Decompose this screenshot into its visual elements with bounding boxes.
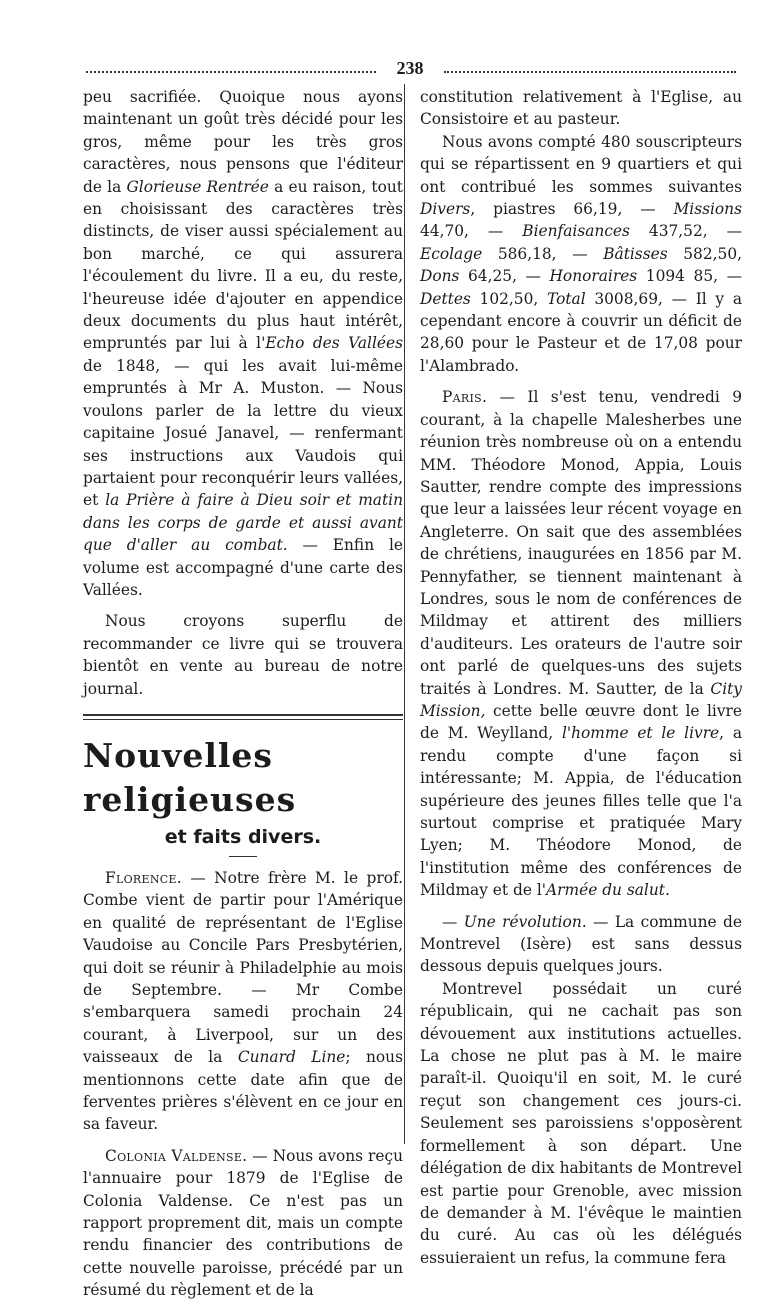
book-review-paragraph: [83, 86, 403, 601]
category-label: Dettes: [420, 289, 471, 308]
text-run: — Notre frère M. le prof. Combe vient de partir pour l'Amérique en qualité de représentant de l'Eglise Vaudoise au Concile Pars Presbytérien, qui doit se réunir à Philadelphie au mois de Septembre. — Mr Combe s'embarquera samedi prochain 24 courant, à Liverpool, sur un des vaisseaux de la: [83, 868, 403, 1067]
category-label: Bienfaisances: [522, 222, 630, 241]
text-run: , a rendu compte d'une façon si intéressante; M. Appia, de l'éducation supérieure des jeunes filles telle que l'a surtout comprise et pratiquée Mary Lyen; M. Théodore Monod, de l'institution même des conférences de Mildmay et de l': [420, 724, 742, 900]
recommendation-paragraph: Nous croyons superflu de recommander ce livre qui se trouvera bientôt en vente au bureau de notre journal.: [83, 612, 403, 698]
text-run: — La commune de Montrevel (Isère) est sans dessus dessous depuis quelques jours.: [420, 912, 743, 976]
book-title: l'homme et le livre: [561, 724, 720, 743]
dateline-label: Colonia Valdense.: [105, 1146, 248, 1165]
journal-title: Echo des Vallées: [265, 334, 403, 353]
paris-paragraph: [420, 386, 742, 901]
category-label: Honoraires: [549, 267, 638, 286]
text-run: — Il s'est tenu, vendredi 9 courant, à la chapelle Malesherbes une réunion très nombreuse où on a entendu MM. Théodore Monod, Appia, Louis Sautter, rendre compte des impressions que leur a laissées leur récent voyage en Angleterre. On sait que des assemblées de chrétiens, inaugurées en 1856 par M. Pennyfather, se tiennent maintenant à Londres, sous le nom de conférences de Mildmay et attirent des milliers d'auditeurs. Les orateurs de l'autre soir ont parlé de quelques-uns des sujets traités à Londres. M. Sautter, de la: [420, 388, 742, 698]
text-run: peu sacrifiée. Quoique nous ayons maintenant un goût très décidé pour les gros, même pour les très gros caractères, nous pensons que l'éditeur de la: [83, 88, 403, 196]
category-label: Missions: [673, 200, 742, 219]
text-run: 586,18, —: [482, 244, 604, 263]
text-run: — Enfin le volume est accompagné d'une carte des Vallées.: [83, 536, 403, 599]
text-run: 1094 85, —: [637, 267, 742, 286]
revolution-paragraph: [420, 911, 742, 978]
left-column: [83, 86, 403, 1302]
heading-dash: [229, 856, 257, 857]
text-run: a eu raison, tout en choisissant des caractères très distincts, de viser aussi spécialement au bon marché, ce qui assurera l'écoulement du livre. Il a eu, du reste, l'heureuse idée d'ajouter en appendice deux documents du plus haut intérêt, empruntés par lui à l': [83, 177, 403, 353]
constitution-paragraph: constitution relativement à l'Eglise, au Consistoire et au pasteur.: [420, 88, 742, 129]
subscribers-paragraph: [420, 131, 742, 377]
text-run: , piastres 66,19, —: [470, 200, 674, 219]
text-run: Nous avons compté 480 souscripteurs qui se répartissent en 9 quartiers et qui ont contribué les sommes suivantes: [420, 132, 742, 196]
text-run: 64,25, —: [459, 267, 550, 286]
text-run: 44,70, —: [420, 222, 523, 241]
dateline-label: — Une révolution.: [442, 912, 587, 931]
text-run: cette belle œuvre dont le livre de M. Weylland,: [420, 701, 742, 743]
dateline-label: Paris.: [442, 388, 488, 407]
florence-paragraph: [83, 867, 403, 1136]
colonia-paragraph: [83, 1145, 403, 1302]
category-label: Divers: [420, 200, 471, 219]
montrevel-paragraph: Montrevel possédait un curé républicain, qui ne cachait pas son dévouement aux institutions actuelles. La chose ne plut pas à M. le maire paraît-il. Quoiqu'il en soit, M. le curé reçut son changement ces jours-ci. Seulement ses paroissiens s'opposèrent formellement à son départ. Une délégation de dix habitants de Montrevel est partie pour Grenoble, avec mission de demander à M. l'évêque le maintien du curé. Au cas où les délégués essuieraient un refus, la commune fera: [420, 979, 742, 1267]
book-title: Glorieuse Rentrée: [126, 177, 269, 196]
category-label: Ecolage: [420, 244, 483, 263]
text-run: 582,50,: [667, 244, 742, 263]
page-number: 238: [396, 58, 424, 78]
text-run: 437,52, —: [629, 222, 742, 241]
right-column: [420, 86, 742, 1269]
text-run: — Nous avons reçu l'annuaire pour 1879 de l'Eglise de Colonia Valdense. Ce n'est pas un rapport proprement dit, mais un compte rendu financier des contributions de cette nouvelle paroisse, précédé par un résumé du règlement et de la: [83, 1146, 403, 1300]
section-rule-thin: [83, 719, 403, 720]
page-header: [86, 58, 736, 82]
organization-name: Armée du salut.: [546, 881, 670, 900]
header-rule-right: [444, 71, 736, 73]
category-label: Bâtisses: [603, 244, 668, 263]
category-label: Total: [547, 289, 586, 308]
text-run: de 1848, — qui les avait lui-même empruntés à Mr A. Muston. — Nous voulons parler de la lettre du vieux capitaine Josué Janavel, — renfermant ses instructions aux Vaudois qui partaient pour reconquérir leurs vallées, et: [83, 356, 403, 510]
text-run: 102,50,: [470, 289, 547, 308]
column-divider: [404, 84, 405, 1144]
section-rule: [83, 714, 403, 716]
header-rule-left: [86, 71, 376, 73]
organization-name: City Mission,: [420, 679, 742, 720]
prayer-title: la Prière à faire à Dieu soir et matin dans les corps de garde et aussi avant que d'aller au combat.: [83, 491, 403, 555]
section-heading: Nouvelles religieuses: [83, 735, 297, 819]
section-subheading: et faits divers.: [164, 825, 322, 848]
text-run: 3008,69, — Il y a cependant encore à couvrir un déficit de 28,60 pour le Pasteur et de 17,08 pour l'Alambrado.: [420, 289, 742, 375]
dateline-label: Florence.: [105, 868, 182, 887]
text-run: ; nous mentionnons cette date afin que de ferventes prières s'élèvent en ce jour en sa faveur.: [83, 1048, 403, 1134]
ship-line-name: Cunard Line: [237, 1048, 346, 1067]
category-label: Dons: [420, 267, 460, 286]
